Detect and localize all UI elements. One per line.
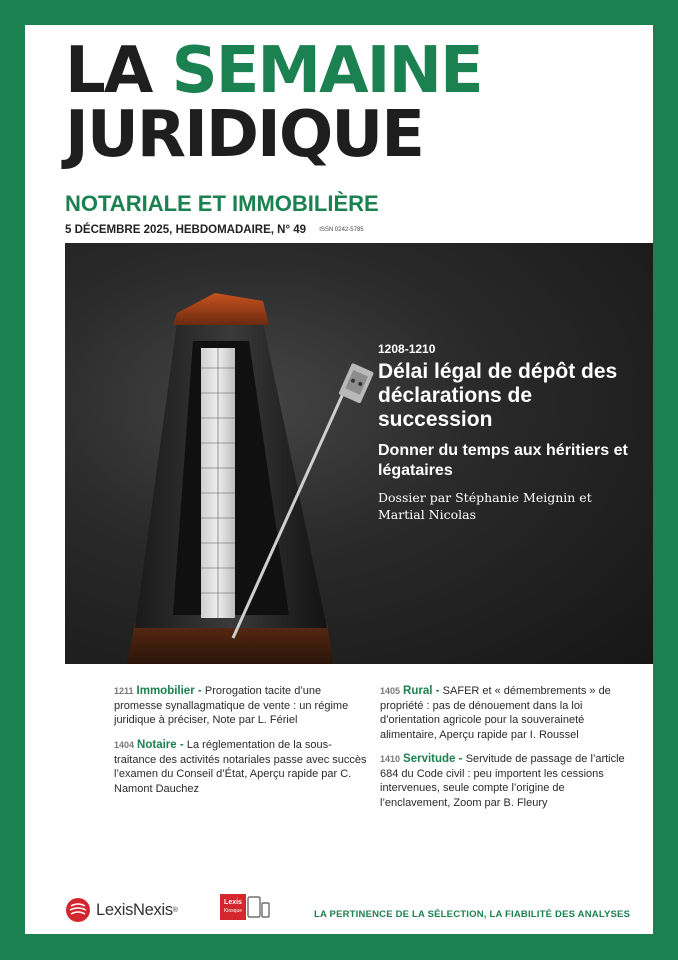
kiosque-bottom-label: Kiosque [223, 908, 243, 914]
entry-number: 1405 [380, 686, 401, 696]
tagline: LA PERTINENCE DE LA SÉLECTION, LA FIABILITÉ DES ANALYSES [314, 909, 631, 920]
masthead-title-line1 [65, 34, 482, 108]
cover-page [25, 25, 653, 934]
metronome-base [127, 623, 333, 664]
publisher-logo [65, 897, 178, 923]
cover-story-author: Dossier par Stéphanie Meignin et Martial Nicolas [378, 490, 592, 522]
metronome-cap [173, 293, 269, 325]
lexis-kiosque-badge [220, 894, 270, 920]
contents-entry: 1410 Servitude - Servitude de passage de l’article 684 du Code civil : peu importent les cessions intervenues, seule compte l’origine de l’enclavement, Zoom par B. Fleury [380, 753, 625, 809]
entry-text: Servitude de passage de l’article 684 du Code civil : peu importent les cessions intervenues, seule compte l’origine de l’enclavement, Zoom par B. Fleury [380, 753, 625, 809]
entry-category: Immobilier [136, 685, 195, 697]
entry-number: 1410 [380, 754, 401, 764]
kiosque-logo [220, 894, 246, 920]
entry-text: Prorogation tacite d’une promesse synallagmatique de vente : un régime juridique à préciser, Note par L. Fériel [114, 685, 349, 727]
entry-category: Notaire [137, 739, 177, 751]
cover-story [378, 342, 640, 523]
masthead-title-la: LA [65, 34, 152, 108]
cover-story-subtitle: Donner du temps aux héritiers et légataires [378, 442, 628, 479]
kiosque-top-label: Lexis [224, 899, 242, 906]
issue-date-number: 5 DÉCEMBRE 2025, HEBDOMADAIRE, N° 49 [65, 224, 307, 236]
publisher-name: LexisNexis [96, 900, 173, 919]
registered-mark: ® [172, 906, 178, 914]
entry-category: Rural [403, 685, 433, 697]
cover-story-number: 1208-1210 [378, 342, 436, 356]
entry-text: La réglementation de la sous-traitance des activités notariales passe avec succès l’examen du Conseil d’État, Aperçu rapide par C. Namont Dauchez [114, 739, 367, 795]
issn: ISSN 0242-5785 [319, 226, 364, 233]
cover-photo [65, 243, 653, 664]
entry-category: Servitude [403, 753, 456, 765]
devices-icon [246, 894, 270, 920]
cover-story-title: Délai légal de dépôt des déclarations de succession [378, 360, 618, 431]
masthead-title-line2: JURIDIQUE [65, 98, 423, 172]
lexisnexis-emblem-icon [65, 897, 91, 923]
contents-entry: 1405 Rural - SAFER et « démembrements » de propriété : pas de dénouement dans la loi d’orientation agricole pour la souveraineté alimentaire, Aperçu rapide par I. Roussel [380, 685, 611, 741]
issue-info [65, 224, 364, 236]
pendulum-weight [338, 363, 374, 404]
contents-entry: 1211 Immobilier - Prorogation tacite d’une promesse synallagmatique de vente : un régime juridique à préciser, Note par L. Fériel [114, 685, 349, 727]
masthead-title-semaine: SEMAINE [171, 34, 482, 108]
entry-text: SAFER et « démembrements » de propriété : pas de dénouement dans la loi d’orientation agricole pour la souveraineté alimentaire, Aperçu rapide par I. Roussel [380, 685, 611, 741]
contents-entry: 1404 Notaire - La réglementation de la sous-traitance des activités notariales passe avec succès l’examen du Conseil d’État, Aperçu rapide par C. Namont Dauchez [114, 739, 367, 795]
masthead-subtitle: NOTARIALE ET IMMOBILIÈRE [65, 191, 379, 216]
entry-number: 1211 [114, 686, 134, 696]
entry-number: 1404 [114, 740, 135, 750]
